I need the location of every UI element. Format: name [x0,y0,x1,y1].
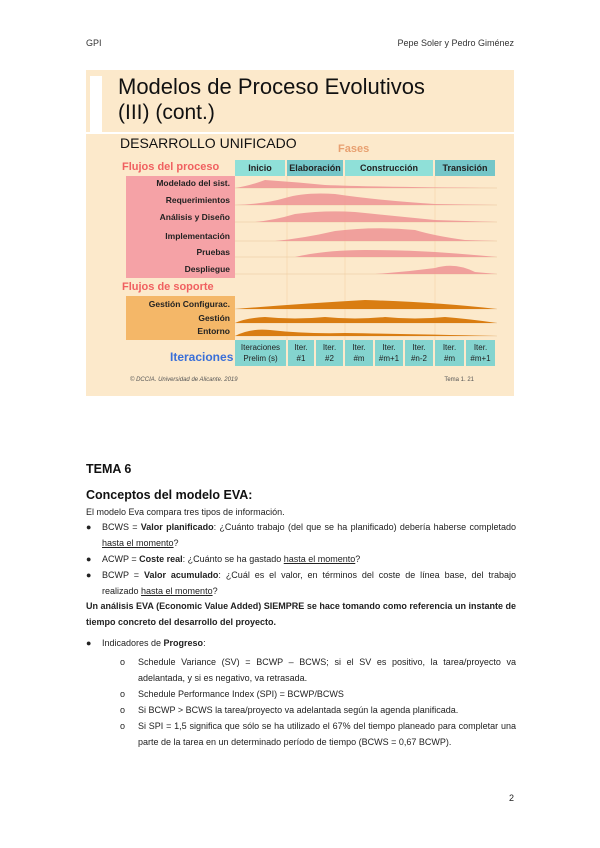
iteration-number: #m [443,354,456,363]
term: BCWP [102,570,129,580]
bullet-dot: ● [86,638,92,648]
bullet-dot: ● [86,522,92,532]
question-end: ? [355,554,361,564]
flow-analisis: Análisis y Diseño [159,212,230,222]
sub-bullet-marker: o [120,689,126,699]
progress-suffix: : [203,638,206,648]
term-definition: Coste real [139,554,183,564]
sub-bullet-text: Schedule Performance Index (SPI) = BCWP/BCWS [138,689,344,699]
iteration-label: Iter. [473,343,488,352]
slide-footer-right: Tema 1. 21 [444,377,474,383]
iteration-number: #m [353,354,365,363]
iteration-label: Iter. [382,343,396,352]
flow-modelado: Modelado del sist. [156,178,230,188]
iterations-label: Iteraciones [170,350,234,364]
bullet-text: BCWS = Valor planificado: ¿Cuánto trabajo (del que se ha planificado) debería haberse completado hasta el momento? [102,522,516,548]
question-end: ? [173,538,179,548]
header-right: Pepe Soler y Pedro Giménez [397,38,514,48]
phase-construccion: Construcción [345,160,433,176]
iteration-label: Iter. [412,343,426,352]
process-flows-panel [126,176,235,278]
sub-bullet-marker: o [120,721,126,731]
underlined-phrase: hasta el momento [141,586,213,596]
term: ACWP [102,554,129,564]
sub-bullet-text: Si BCWP > BCWS la tarea/proyecto va adelantada según la agenda planificada. [138,705,459,715]
iteration-m [345,340,373,366]
intro-text: El modelo Eva compara tres tipos de información. [86,507,285,517]
flow-requerimientos: Requerimientos [165,195,230,205]
section-heading: TEMA 6 [86,462,132,476]
question: ¿Cuánto se ha gastado [187,554,284,564]
progress-prefix: Indicadores de [102,638,164,648]
process-flows-label: Flujos del proceso [122,161,220,173]
slide-divider [86,132,514,134]
slide-title-cont: (III) (cont.) [118,101,215,124]
iteration-n-minus-2 [405,340,433,366]
sub-bullet-marker: o [120,657,126,667]
phase-transicion: Transición [435,160,495,176]
bullet-text: BCWP = Valor acumulado: ¿Cuál es el valor, en términos del coste de línea base, del trabajo realizado hasta el momento? [102,570,516,596]
bullet-text: ACWP = Coste real: ¿Cuánto se ha gastado hasta el momento? [102,554,361,564]
slide-accent-bar [90,76,102,132]
phase-inicio: Inicio [235,160,285,176]
bullet-bcwp [86,567,516,599]
flow-entorno: Entorno [197,326,230,336]
question: ¿Cuál es el valor, en términos del coste de línea base, del trabajo realizado [102,570,516,596]
question: ¿Cuánto trabajo (del que se ha planificado) debería haberse completado [219,522,516,532]
flow-despliegue: Despliegue [184,264,230,274]
sub-bullet-marker: o [120,705,126,715]
iteration-number: #2 [325,354,334,363]
iteration-number: #m+1 [378,354,400,363]
workflow-chart [235,176,497,342]
iteration-number: #n-2 [410,354,427,363]
slide-subtitle: DESARROLLO UNIFICADO [120,135,297,151]
support-flows-label: Flujos de soporte [122,281,214,293]
sub-bullet-text: Si SPI = 1,5 significa que sólo se ha utilizado el 67% del tiempo planeado para completar una parte de la tarea en un determinado período de tiempo (BCWS = 0,67 BCWP). [138,721,516,747]
progress-bold: Progreso [163,638,204,648]
phases-label: Fases [338,143,370,155]
iteration-m-transition [435,340,464,366]
iteration-label: Iter. [294,343,308,352]
question-end: ? [212,586,218,596]
iteration-number: #1 [296,354,306,363]
iteration-label: Iteraciones [240,343,281,352]
iteration-number: Prelim (s) [243,354,278,363]
iteration-label: Iter. [322,343,337,352]
flow-pruebas: Pruebas [196,247,230,257]
iteration-prelim [235,340,286,366]
term-definition: Valor planificado [140,522,214,532]
underlined-phrase: hasta el momento [102,538,174,548]
bullet-acwp [86,551,516,567]
iteration-1 [288,340,314,366]
phase-elaboracion: Elaboración [287,160,343,176]
bullet-dot: ● [86,554,92,564]
term: BCWS [102,522,129,532]
flow-gestion-configuracion: Gestión Configurac. [148,299,230,309]
iteration-2 [316,340,343,366]
progress-heading [102,638,206,648]
iteration-number: #m+1 [470,354,491,363]
concepts-title: Conceptos del modelo EVA: [86,488,253,502]
flow-gestion: Gestión [198,313,230,323]
iteration-label: Iter. [352,343,366,352]
flow-implementacion: Implementación [165,231,230,241]
iteration-m-plus-1-transition [466,340,495,366]
sub-bullet-text: Schedule Variance (SV) = BCWP – BCWS; si el SV es positivo, la tarea/proyecto va adelantada, y si es negativo, va retrasada. [138,657,516,683]
slide-title: Modelos de Proceso Evolutivos [118,74,425,99]
bullet-bcws [86,519,516,551]
header-left: GPI [86,38,102,48]
bullet-dot: ● [86,570,92,580]
term-definition: Valor acumulado [143,570,219,580]
iteration-label: Iter. [442,343,457,352]
underlined-phrase: hasta el momento [283,554,356,564]
page-number: 2 [508,793,514,803]
slide-footer-left: © DCCIA. Universidad de Alicante. 2019 [130,377,238,383]
analysis-note: Un análisis EVA (Economic Value Added) SIEMPRE se hace tomando como referencia un instante de tiempo concreto del desarrollo del proyecto. [86,601,516,627]
slide-image [86,70,514,396]
iteration-m-plus-1 [375,340,403,366]
